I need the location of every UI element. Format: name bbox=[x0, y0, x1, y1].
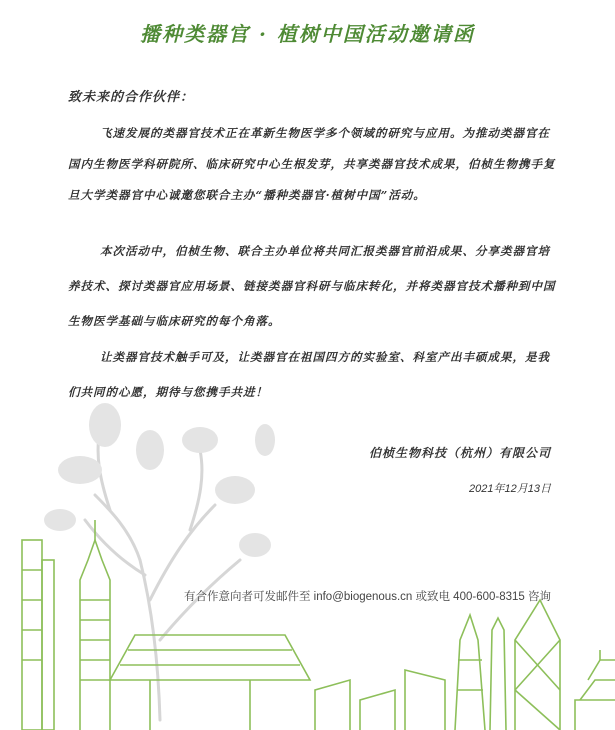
paragraph-closing bbox=[68, 340, 558, 410]
salutation: 致未来的合作伙伴： bbox=[68, 90, 195, 105]
contact-info: 有合作意向者可发邮件至 info@biogenous.cn 或致电 400-600-8315 咨询 bbox=[183, 591, 551, 603]
letter-date: 2021年12月13日 bbox=[469, 483, 551, 495]
company-signature: 伯桢生物科技（杭州）有限公司 bbox=[368, 446, 551, 460]
city-skyline-icon bbox=[22, 520, 615, 730]
paragraph-intro-text: 飞速发展的类器官技术正在革新生物医学多个领域的研究与应用。为推动类器官在国内生物医学科研院所、临床研究中心生根发芽，共享类器官技术成果，伯桢生物携手复旦大学类器官中心诚邀您联合主办“播种类器官·植树中国”活动。 bbox=[68, 126, 556, 202]
paragraph-closing-text: 让类器官技术触手可及，让类器官在祖国四方的实验室、科室产出丰硕成果，是我们共同的心愿，期待与您携手共进！ bbox=[68, 350, 550, 399]
paragraph-activity bbox=[68, 234, 558, 339]
paragraph-intro bbox=[68, 118, 558, 211]
paragraph-activity-text: 本次活动中，伯桢生物、联合主办单位将共同汇报类器官前沿成果、分享类器官培养技术、探讨类器官应用场景、链接类器官科研与临床转化，并将类器官技术播种到中国生物医学基础与临床研究的每个角落。 bbox=[68, 244, 556, 328]
page-title: 播种类器官 · 植树中国活动邀请函 bbox=[140, 22, 475, 46]
tree-icon bbox=[44, 403, 275, 720]
